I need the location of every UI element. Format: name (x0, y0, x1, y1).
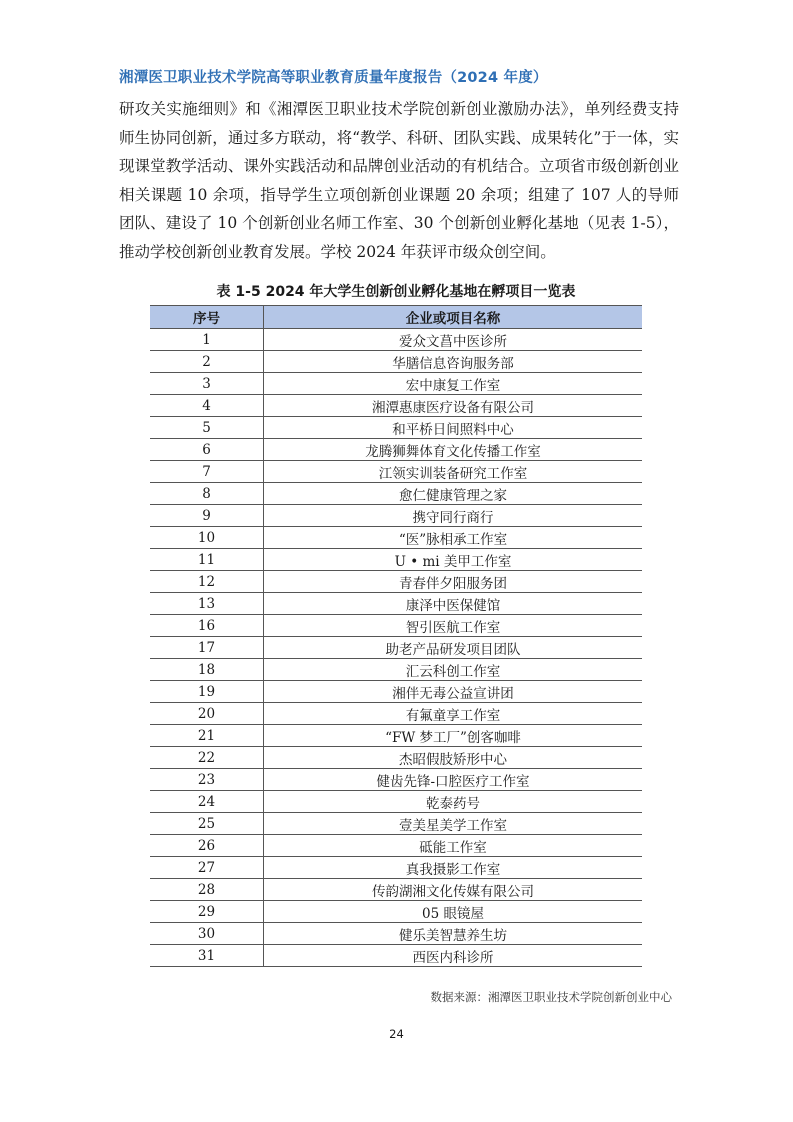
row-number-cell: 2 (150, 351, 264, 373)
project-name-cell: U • mi 美甲工作室 (264, 549, 643, 571)
table-row (150, 879, 642, 901)
table-row (150, 945, 642, 967)
row-number-cell: 28 (150, 879, 264, 901)
row-number-cell: 24 (150, 791, 264, 813)
table-row (150, 725, 642, 747)
table-row (150, 571, 642, 593)
table-row (150, 791, 642, 813)
table-row (150, 813, 642, 835)
report-header-title: 湘潭医卫职业技术学院高等职业教育质量年度报告（2024 年度） (119, 70, 548, 86)
row-number-cell: 10 (150, 527, 264, 549)
row-number-cell: 23 (150, 769, 264, 791)
project-name-cell: 愈仁健康管理之家 (264, 483, 643, 505)
row-number-cell: 29 (150, 901, 264, 923)
project-name-cell: 传韵湖湘文化传媒有限公司 (264, 879, 643, 901)
row-number-cell: 7 (150, 461, 264, 483)
project-name-cell: 杰昭假肢矫形中心 (264, 747, 643, 769)
table-row (150, 395, 642, 417)
project-name-cell: 壹美星美学工作室 (264, 813, 643, 835)
row-number-cell: 25 (150, 813, 264, 835)
row-number-cell: 5 (150, 417, 264, 439)
table-row (150, 835, 642, 857)
table-row (150, 659, 642, 681)
row-number-cell: 1 (150, 329, 264, 351)
project-name-cell: 和平桥日间照料中心 (264, 417, 643, 439)
table-body (150, 329, 642, 967)
table-row (150, 703, 642, 725)
project-name-cell: 有氟童享工作室 (264, 703, 643, 725)
table-row (150, 857, 642, 879)
table-row (150, 637, 642, 659)
project-name-cell: 湘伴无毒公益宣讲团 (264, 681, 643, 703)
table-row (150, 901, 642, 923)
row-number-cell: 27 (150, 857, 264, 879)
project-name-cell: 砥能工作室 (264, 835, 643, 857)
row-number-cell: 30 (150, 923, 264, 945)
table-row (150, 483, 642, 505)
project-name-cell: 龙腾狮舞体育文化传播工作室 (264, 439, 643, 461)
row-number-cell: 12 (150, 571, 264, 593)
row-number-cell: 16 (150, 615, 264, 637)
project-name-cell: 湘潭惠康医疗设备有限公司 (264, 395, 643, 417)
row-number-cell: 20 (150, 703, 264, 725)
project-name-cell: 乾泰药号 (264, 791, 643, 813)
row-number-cell: 19 (150, 681, 264, 703)
project-name-cell: 宏中康复工作室 (264, 373, 643, 395)
incubator-projects-table (150, 305, 642, 967)
table-header-row (150, 306, 642, 329)
project-name-cell: 05 眼镜屋 (264, 901, 643, 923)
table-row (150, 417, 642, 439)
project-name-cell: 真我摄影工作室 (264, 857, 643, 879)
project-name-cell: 青春伴夕阳服务团 (264, 571, 643, 593)
project-name-cell: 携守同行商行 (264, 505, 643, 527)
table-row (150, 549, 642, 571)
table-row (150, 439, 642, 461)
project-name-cell: 助老产品研发项目团队 (264, 637, 643, 659)
body-paragraph: 研攻关实施细则》和《湘潭医卫职业技术学院创新创业激励办法》，单列经费支持师生协同创新，通过多方联动，将“教学、科研、团队实践、成果转化”于一体，实现课堂教学活动、课外实践活动和品牌创业活动的有机结合。立项省市级创新创业相关课题 10 余项，指导学生立项创新创业课题 20 余项；组建了 107 人的导师团队、建设了 10 个创新创业名师工作室、30 个创新创业孵化基地（见表 1-5），推动学校创新创业教育发展。学校 2024 年获评市级众创空间。 (119, 100, 679, 261)
row-number-cell: 6 (150, 439, 264, 461)
project-name-cell: 江领实训装备研究工作室 (264, 461, 643, 483)
column-header-number: 序号 (150, 306, 264, 329)
project-name-cell: 康泽中医保健馆 (264, 593, 643, 615)
table-row (150, 923, 642, 945)
row-number-cell: 3 (150, 373, 264, 395)
row-number-cell: 4 (150, 395, 264, 417)
project-name-cell: 西医内科诊所 (264, 945, 643, 967)
project-name-cell: 健齿先锋-口腔医疗工作室 (264, 769, 643, 791)
project-name-cell: 健乐美智慧养生坊 (264, 923, 643, 945)
project-name-cell: 爱众文菖中医诊所 (264, 329, 643, 351)
project-name-cell: 汇云科创工作室 (264, 659, 643, 681)
row-number-cell: 11 (150, 549, 264, 571)
data-source-note: 数据来源：湘潭医卫职业技术学院创新创业中心 (430, 990, 672, 1004)
table-row (150, 373, 642, 395)
table-row (150, 681, 642, 703)
column-header-name: 企业或项目名称 (264, 306, 643, 329)
row-number-cell: 21 (150, 725, 264, 747)
table-row (150, 769, 642, 791)
row-number-cell: 31 (150, 945, 264, 967)
table-caption: 表 1-5 2024 年大学生创新创业孵化基地在孵项目一览表 (216, 284, 576, 300)
row-number-cell: 8 (150, 483, 264, 505)
project-name-cell: “医”脉相承工作室 (264, 527, 643, 549)
project-name-cell: 华膳信息咨询服务部 (264, 351, 643, 373)
table-row (150, 351, 642, 373)
table-row (150, 461, 642, 483)
project-name-cell: 智引医航工作室 (264, 615, 643, 637)
table-row (150, 505, 642, 527)
table-row (150, 747, 642, 769)
project-name-cell: “FW 梦工厂”创客咖啡 (264, 725, 643, 747)
table-row (150, 527, 642, 549)
row-number-cell: 13 (150, 593, 264, 615)
row-number-cell: 9 (150, 505, 264, 527)
table-row (150, 615, 642, 637)
row-number-cell: 26 (150, 835, 264, 857)
row-number-cell: 22 (150, 747, 264, 769)
table-row (150, 329, 642, 351)
row-number-cell: 18 (150, 659, 264, 681)
page-number: 24 (389, 1027, 404, 1041)
table-row (150, 593, 642, 615)
row-number-cell: 17 (150, 637, 264, 659)
